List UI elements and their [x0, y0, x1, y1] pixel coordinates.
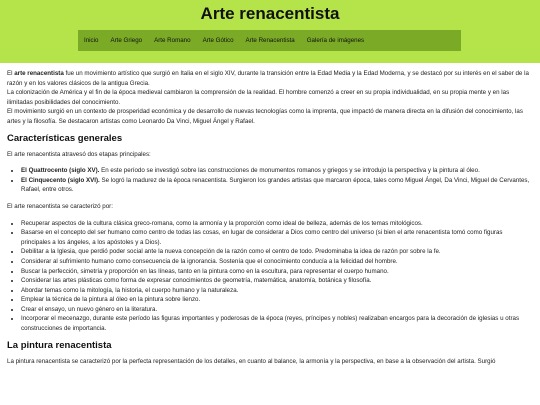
page-header — [0, 0, 540, 63]
section-title-caracteristicas: Características generales — [7, 132, 123, 144]
intro-paragraph-2: La colonización de América y el fin de la época medieval cambiaron la comprensión de la realidad. El hombre comenzó a creer en su propia individualidad, en su propia mente y en las ilimitadas posibilidades del conocimiento. — [7, 89, 510, 106]
nav-link-arte-gotico[interactable]: Arte Gótico — [202, 37, 234, 44]
stage-name: El Cinquecento (siglo XVI). — [21, 176, 100, 184]
list-item: • Emplear la técnica de la pintura al óleo en la pintura sobre lienzo. — [21, 295, 533, 305]
nav-link-arte-renacentista[interactable]: Arte Renacentista — [245, 37, 295, 44]
stage-text: Se logró la madurez de la época renacentista. Surgieron los grandes artistas que marcaron época, tales como Miguel Ángel, Da Vinci, Miguel de Cervantes, Rafael, entre otros. — [21, 176, 530, 194]
traits-list — [7, 219, 533, 334]
list-item — [21, 166, 533, 176]
pintura-paragraph: La pintura renacentista se caracterizó por la perfecta representación de los detalles, en cuanto al balance, la armonía y la perspectiva, en base a la observación del artista. Surgió — [7, 357, 496, 365]
main-navbar — [78, 30, 461, 51]
site-title: Arte renacentista — [200, 4, 340, 23]
stage-name: El Quattrocento (siglo XV). — [21, 167, 100, 175]
list-item: • Considerar al sufrimiento humano como consecuencia de la ignorancia. Sostenía que el conocimiento conducía a la felicidad del hombre. — [21, 257, 533, 267]
intro-paragraph-3: El movimiento surgió en un contexto de prosperidad económica y de desarrollo de nuevas tecnologías como la imprenta, que impactó de manera directa en la difusión del conocimiento, las artes y la filosofía. Se destacaron artistas como Leonardo Da Vinci, Miguel Ángel y Rafael. — [7, 108, 523, 125]
list-item: • Abordar temas como la mitología, la historia, el cuerpo humano y la naturaleza. — [21, 286, 533, 296]
traits-intro: El arte renacentista se caracterizó por: — [7, 202, 113, 210]
list-item — [21, 176, 533, 195]
list-item: • Recuperar aspectos de la cultura clásica greco-romana, como la armonía y la proporción como ideal de belleza, además de los temas mitológicos. — [21, 219, 533, 229]
nav-link-arte-romano[interactable]: Arte Romano — [154, 37, 191, 44]
list-item: • Crear el ensayo, un nuevo género en la literatura. — [21, 305, 533, 315]
list-item: • Buscar la perfección, simetría y proporción en las líneas, tanto en la pintura como en la escultura, para representar el cuerpo humano. — [21, 267, 533, 277]
intro-prefix: El — [7, 70, 15, 77]
stages-list — [7, 166, 533, 195]
list-item: • Basarse en el concepto del ser humano como centro de todas las cosas, en lugar de considerar a Dios como centro del universo (si bien el arte renacentista tomó como figuras principales a los ángeles, a los apóstoles y a Dios). — [21, 228, 533, 247]
stage-text: En este período se investigó sobre las construcciones de monumentos romanos y griegos y se introdujo la perspectiva y la pintura al óleo. — [99, 167, 480, 175]
list-item: • Debilitar a la Iglesia, que perdió poder social ante la nueva concepción de la razón como el centro de todo. Predominaba la idea de razón por sobre la fe. — [21, 247, 533, 257]
list-item: • Considerar las artes plásticas como forma de expresar conocimientos de geometría, matemática, anatomía, botánica y filosofía. — [21, 276, 533, 286]
intro-paragraph — [7, 69, 533, 88]
nav-link-arte-griego[interactable]: Arte Griego — [110, 37, 143, 44]
nav-link-inicio[interactable]: Inicio — [84, 37, 99, 44]
stages-intro: El arte renacentista atravesó dos etapas principales: — [7, 150, 151, 158]
intro-text: fue un movimiento artístico que surgió en Italia en el siglo XIV, durante la transición entre la Edad Media y la Edad Moderna, y se destacó por su interés en el saber de la razón y en los valores clásicos de la antigua Grecia. — [7, 70, 529, 87]
section-title-pintura: La pintura renacentista — [7, 339, 112, 351]
list-item: • Incorporar el mecenazgo, durante este período las figuras importantes y poderosas de la época (reyes, príncipes y nobles) realizaban encargos para la decoración de iglesias u otras construcciones de importancia. — [21, 314, 533, 333]
intro-bold-term: arte renacentista — [14, 70, 64, 77]
nav-link-galeria[interactable]: Galería de imágenes — [306, 37, 365, 44]
main-content — [0, 63, 540, 366]
